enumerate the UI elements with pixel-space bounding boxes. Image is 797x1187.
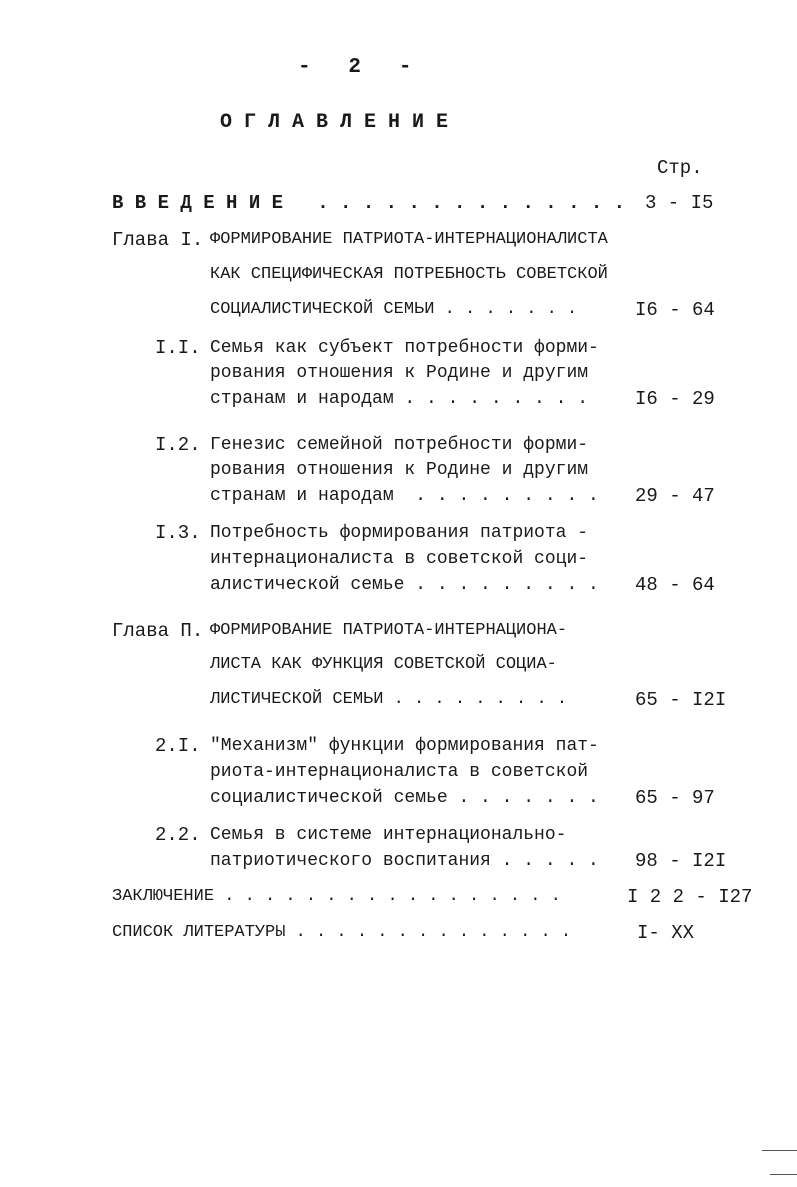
scan-edge-mark [762,1150,797,1151]
page-title: О Г Л А В Л Е Н И Е [220,111,449,134]
toc-chapter1-line1: ФОРМИРОВАНИЕ ПАТРИОТА-ИНТЕРНАЦИОНАЛИСТА [210,230,608,249]
toc-intro-pages: 3 - I5 [645,192,714,214]
toc-references-pages: I- XX [637,922,695,944]
toc-section-2-2-number: 2.2. [155,824,201,846]
toc-section-2-1-number: 2.I. [155,735,201,757]
toc-section-2-2-line2: патриотического воспитания . . . . . [210,851,599,871]
toc-section-1-3-line1: Потребность формирования патриота - [210,523,589,543]
toc-section-1-3-line3: алистической семье . . . . . . . . . [210,575,599,595]
toc-chapter2-line1: ФОРМИРОВАНИЕ ПАТРИОТА-ИНТЕРНАЦИОНА- [210,621,568,640]
toc-chapter1-number: Глава I. [112,229,204,251]
toc-section-2-1-line3: социалистической семье . . . . . . . [210,788,599,808]
toc-section-1-1-line3: странам и народам . . . . . . . . . [210,389,589,409]
toc-section-1-3-pages: 48 - 64 [635,574,715,596]
toc-section-1-1-line1: Семья как субъект потребности форми- [210,338,599,358]
toc-section-1-1-line2: рования отношения к Родине и другим [210,363,589,383]
scan-edge-mark [770,1174,797,1175]
toc-references-title: СПИСОК ЛИТЕРАТУРЫ . . . . . . . . . . . . . . [112,923,572,942]
toc-section-1-2-pages: 29 - 47 [635,485,715,507]
toc-section-2-2-line1: Семья в системе интернационально- [210,825,567,845]
toc-intro-title: В В Е Д Е Н И Е . . . . . . . . . . . . . . [112,192,626,214]
toc-section-2-1-line1: "Механизм" функции формирования пат- [210,736,599,756]
toc-section-1-2-line3: странам и народам . . . . . . . . . [210,486,599,506]
page-column-label: Стр. [657,157,703,179]
toc-section-1-1-pages: I6 - 29 [635,388,715,410]
toc-chapter1-line2: КАК СПЕЦИФИЧЕСКАЯ ПОТРЕБНОСТЬ СОВЕТСКОЙ [210,265,608,284]
toc-conclusion-title: ЗАКЛЮЧЕНИЕ . . . . . . . . . . . . . . . . . [112,887,561,906]
toc-section-1-2-line1: Генезис семейной потребности форми- [210,435,589,455]
toc-section-2-1-line2: риота-интернационалиста в советской [210,762,589,782]
toc-section-1-2-line2: рования отношения к Родине и другим [210,460,589,480]
toc-section-1-3-line2: интернационалиста в советской соци- [210,549,589,569]
toc-chapter1-pages: I6 - 64 [635,299,715,321]
toc-chapter2-number: Глава П. [112,620,204,642]
toc-section-1-2-number: I.2. [155,434,201,456]
toc-section-2-1-pages: 65 - 97 [635,787,715,809]
toc-conclusion-pages: I 2 2 - I27 [627,886,753,908]
page-number: - 2 - [298,56,412,79]
toc-section-2-2-pages: 98 - I2I [635,850,727,872]
toc-section-1-3-number: I.3. [155,522,201,544]
toc-chapter2-line2: ЛИСТА КАК ФУНКЦИЯ СОВЕТСКОЙ СОЦИА- [210,655,557,674]
toc-chapter2-pages: 65 - I2I [635,689,727,711]
toc-chapter1-line3: СОЦИАЛИСТИЧЕСКОЙ СЕМЬИ . . . . . . . [210,300,578,319]
toc-section-1-1-number: I.I. [155,337,201,359]
toc-chapter2-line3: ЛИСТИЧЕСКОЙ СЕМЬИ . . . . . . . . . [210,690,568,709]
